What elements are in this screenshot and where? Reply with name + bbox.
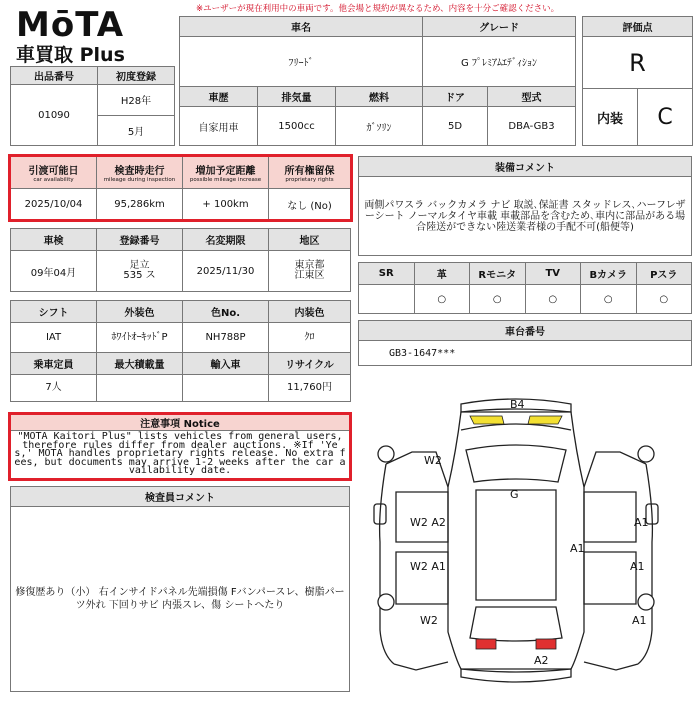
interior-value: C bbox=[638, 89, 693, 146]
diagram-label-b4: B4 bbox=[510, 398, 525, 411]
capacity-label: 乗車定員 bbox=[11, 353, 97, 375]
interior-label: 内装 bbox=[583, 89, 638, 146]
name-change-label: 名変期限 bbox=[183, 229, 269, 251]
top-notice: ※ユーザーが現在利用中の車両です。他会場と規約が異なるため、内容を十分ご確認ください。 bbox=[196, 4, 560, 14]
chassis-value: GB3-1647*** bbox=[359, 341, 692, 366]
inspector-comment-text: 修復歴あり（小） 右インサイドパネル先端損傷 Fバンパースレ、樹脂パーツ外れ 下回りサビ 内張スレ、傷 シートへたり bbox=[11, 507, 350, 692]
reg-year-value: H28年 bbox=[98, 85, 175, 116]
opt-tv-value: ○ bbox=[525, 285, 581, 314]
car-name-value: ﾌﾘｰﾄﾞ bbox=[180, 37, 423, 87]
wheel-rr-icon bbox=[638, 594, 654, 610]
shaken-label: 車検 bbox=[11, 229, 97, 251]
listing-no-value: 01090 bbox=[11, 85, 98, 146]
front-left-damage-mark bbox=[470, 416, 504, 424]
increase-sub: possible mileage increase bbox=[189, 177, 262, 183]
area-line1: 東京都 bbox=[294, 260, 325, 271]
damage-diagram bbox=[366, 392, 696, 697]
import-value bbox=[183, 375, 269, 402]
displacement-value: 1500cc bbox=[258, 107, 336, 146]
diagram-label-g: G bbox=[510, 488, 519, 501]
name-change-value: 2025/11/30 bbox=[183, 251, 269, 292]
chassis-label: 車台番号 bbox=[359, 321, 692, 341]
avail-value: 2025/10/04 bbox=[11, 189, 97, 220]
plate-line2: 535 ス bbox=[123, 270, 156, 281]
diagram-label-w2a2: W2 A2 bbox=[410, 516, 446, 529]
area-label: 地区 bbox=[269, 229, 351, 251]
grade-label: グレード bbox=[423, 17, 576, 37]
door-label: ドア bbox=[423, 87, 488, 107]
load-value bbox=[97, 375, 183, 402]
avail-label: 引渡可能日 bbox=[28, 166, 79, 177]
ext-color-label: 外装色 bbox=[97, 301, 183, 323]
opt-leather-label: 革 bbox=[414, 263, 470, 285]
rights-value: なし (No) bbox=[269, 189, 351, 220]
wheel-rl-icon bbox=[378, 594, 394, 610]
logo-line2: 車買取 Plus bbox=[16, 44, 125, 66]
color-no-label: 色No. bbox=[183, 301, 269, 323]
opt-rmonitor-label: Rモニタ bbox=[470, 263, 526, 285]
wheel-fl-icon bbox=[378, 446, 394, 462]
opt-sr-value bbox=[359, 285, 415, 314]
increase-label: 増加予定距離 bbox=[195, 166, 256, 177]
equipment-comment-label: 装備コメント bbox=[359, 157, 692, 177]
rating-value: R bbox=[583, 37, 693, 89]
inspection-table bbox=[10, 228, 351, 292]
mileage-label: 検査時走行 bbox=[114, 166, 165, 177]
opt-rmonitor-value: ○ bbox=[470, 285, 526, 314]
specs-table bbox=[10, 300, 351, 402]
diagram-label-w2a1: W2 A1 bbox=[410, 560, 446, 573]
rear-left-damage-mark bbox=[476, 639, 496, 649]
chassis-table bbox=[358, 320, 692, 366]
options-header-row bbox=[359, 263, 692, 285]
diagram-label-w2-front: W2 bbox=[424, 454, 442, 467]
capacity-value: 7人 bbox=[11, 375, 97, 402]
options-value-row bbox=[359, 285, 692, 314]
diagram-label-w2-rear: W2 bbox=[420, 614, 438, 627]
trim-label: 内装色 bbox=[269, 301, 351, 323]
rights-label: 所有権留保 bbox=[284, 166, 335, 177]
car-name-label: 車名 bbox=[180, 17, 423, 37]
mota-logo bbox=[16, 5, 156, 68]
car-outline bbox=[366, 392, 696, 697]
rear-right-damage-mark bbox=[536, 639, 556, 649]
import-label: 輸入車 bbox=[183, 353, 269, 375]
shaken-value: 09年04月 bbox=[11, 251, 97, 292]
displacement-label: 排気量 bbox=[258, 87, 336, 107]
mileage-value: 95,286km bbox=[97, 189, 183, 220]
area-line2: 江東区 bbox=[294, 270, 325, 281]
fuel-label: 燃料 bbox=[336, 87, 423, 107]
equipment-comment-table bbox=[358, 156, 692, 256]
diagram-label-a1-right-rear: A1 bbox=[630, 560, 645, 573]
rights-sub: proprietary rights bbox=[285, 177, 334, 183]
diagram-label-a1-right-wheel: A1 bbox=[632, 614, 647, 627]
color-no-value: NH788P bbox=[183, 323, 269, 353]
avail-sub: car availability bbox=[33, 177, 74, 183]
listing-no-label: 出品番号 bbox=[11, 67, 98, 85]
wheel-fr-icon bbox=[638, 446, 654, 462]
door-value: 5D bbox=[423, 107, 488, 146]
notice-label: 注意事項 Notice bbox=[11, 415, 350, 431]
rating-label: 評価点 bbox=[583, 17, 693, 37]
increase-value: + 100km bbox=[183, 189, 269, 220]
mileage-sub: mileage during inspection bbox=[103, 177, 176, 183]
front-right-damage-mark bbox=[528, 416, 562, 424]
opt-pslide-value: ○ bbox=[636, 285, 692, 314]
recycle-value: 11,760円 bbox=[269, 375, 351, 402]
opt-leather-value: ○ bbox=[414, 285, 470, 314]
plate-line1: 足立 bbox=[129, 260, 150, 271]
shift-value: IAT bbox=[11, 323, 97, 353]
grade-value: G ﾌﾟﾚﾐｱﾑｴﾃﾞｨｼｮﾝ bbox=[423, 37, 576, 87]
opt-pslide-label: Pスラ bbox=[636, 263, 692, 285]
shift-label: シフト bbox=[11, 301, 97, 323]
diagram-label-a2-rear: A2 bbox=[534, 654, 549, 667]
notice-text: "MOTA Kaitori Plus" lists vehicles from general users, therefore rules differ from dealer auctions. ※If 'Yes,' MOTA handles proprietary rights release. No extra fees, but documents may arrive 1-2 weeks after the car availability date. bbox=[11, 431, 350, 479]
inspector-comment-label: 検査員コメント bbox=[11, 487, 350, 507]
equipment-comment-text: 両側パワスラ バックカメラ ナビ 取説､保証書 スタッドレス､ハーフレザーシート ノーマルタイヤ車載 車載部品を含むため､車内に部品がある場合陸送ができない陸送業者様の手配不可(船便等) bbox=[359, 177, 692, 256]
listing-table bbox=[10, 66, 175, 146]
load-label: 最大積載量 bbox=[97, 353, 183, 375]
notice-table bbox=[10, 414, 350, 479]
history-label: 車歴 bbox=[180, 87, 258, 107]
trim-value: ｸﾛ bbox=[269, 323, 351, 353]
reg-month-value: 5月 bbox=[98, 115, 175, 146]
car-info-table bbox=[179, 16, 576, 146]
diagram-label-a1-right-front: A1 bbox=[634, 516, 649, 529]
model-value: DBA-GB3 bbox=[488, 107, 576, 146]
opt-bcamera-label: Bカメラ bbox=[581, 263, 637, 285]
fuel-value: ｶﾞｿﾘﾝ bbox=[336, 107, 423, 146]
rating-table bbox=[582, 16, 693, 146]
logo-line1: MōTA bbox=[16, 5, 125, 45]
options-table bbox=[358, 262, 692, 314]
inspector-comment-table bbox=[10, 486, 350, 692]
opt-sr-label: SR bbox=[359, 263, 415, 285]
recycle-label: リサイクル bbox=[269, 353, 351, 375]
opt-tv-label: TV bbox=[525, 263, 581, 285]
diagram-label-a1-center: A1 bbox=[570, 542, 585, 555]
model-label: 型式 bbox=[488, 87, 576, 107]
ext-color-value: ﾎﾜｲﾄｵｰｷｯﾄﾞP bbox=[97, 323, 183, 353]
first-reg-label: 初度登録 bbox=[98, 67, 175, 85]
opt-bcamera-value: ○ bbox=[581, 285, 637, 314]
history-value: 自家用車 bbox=[180, 107, 258, 146]
plate-label: 登録番号 bbox=[97, 229, 183, 251]
delivery-table bbox=[10, 156, 351, 220]
